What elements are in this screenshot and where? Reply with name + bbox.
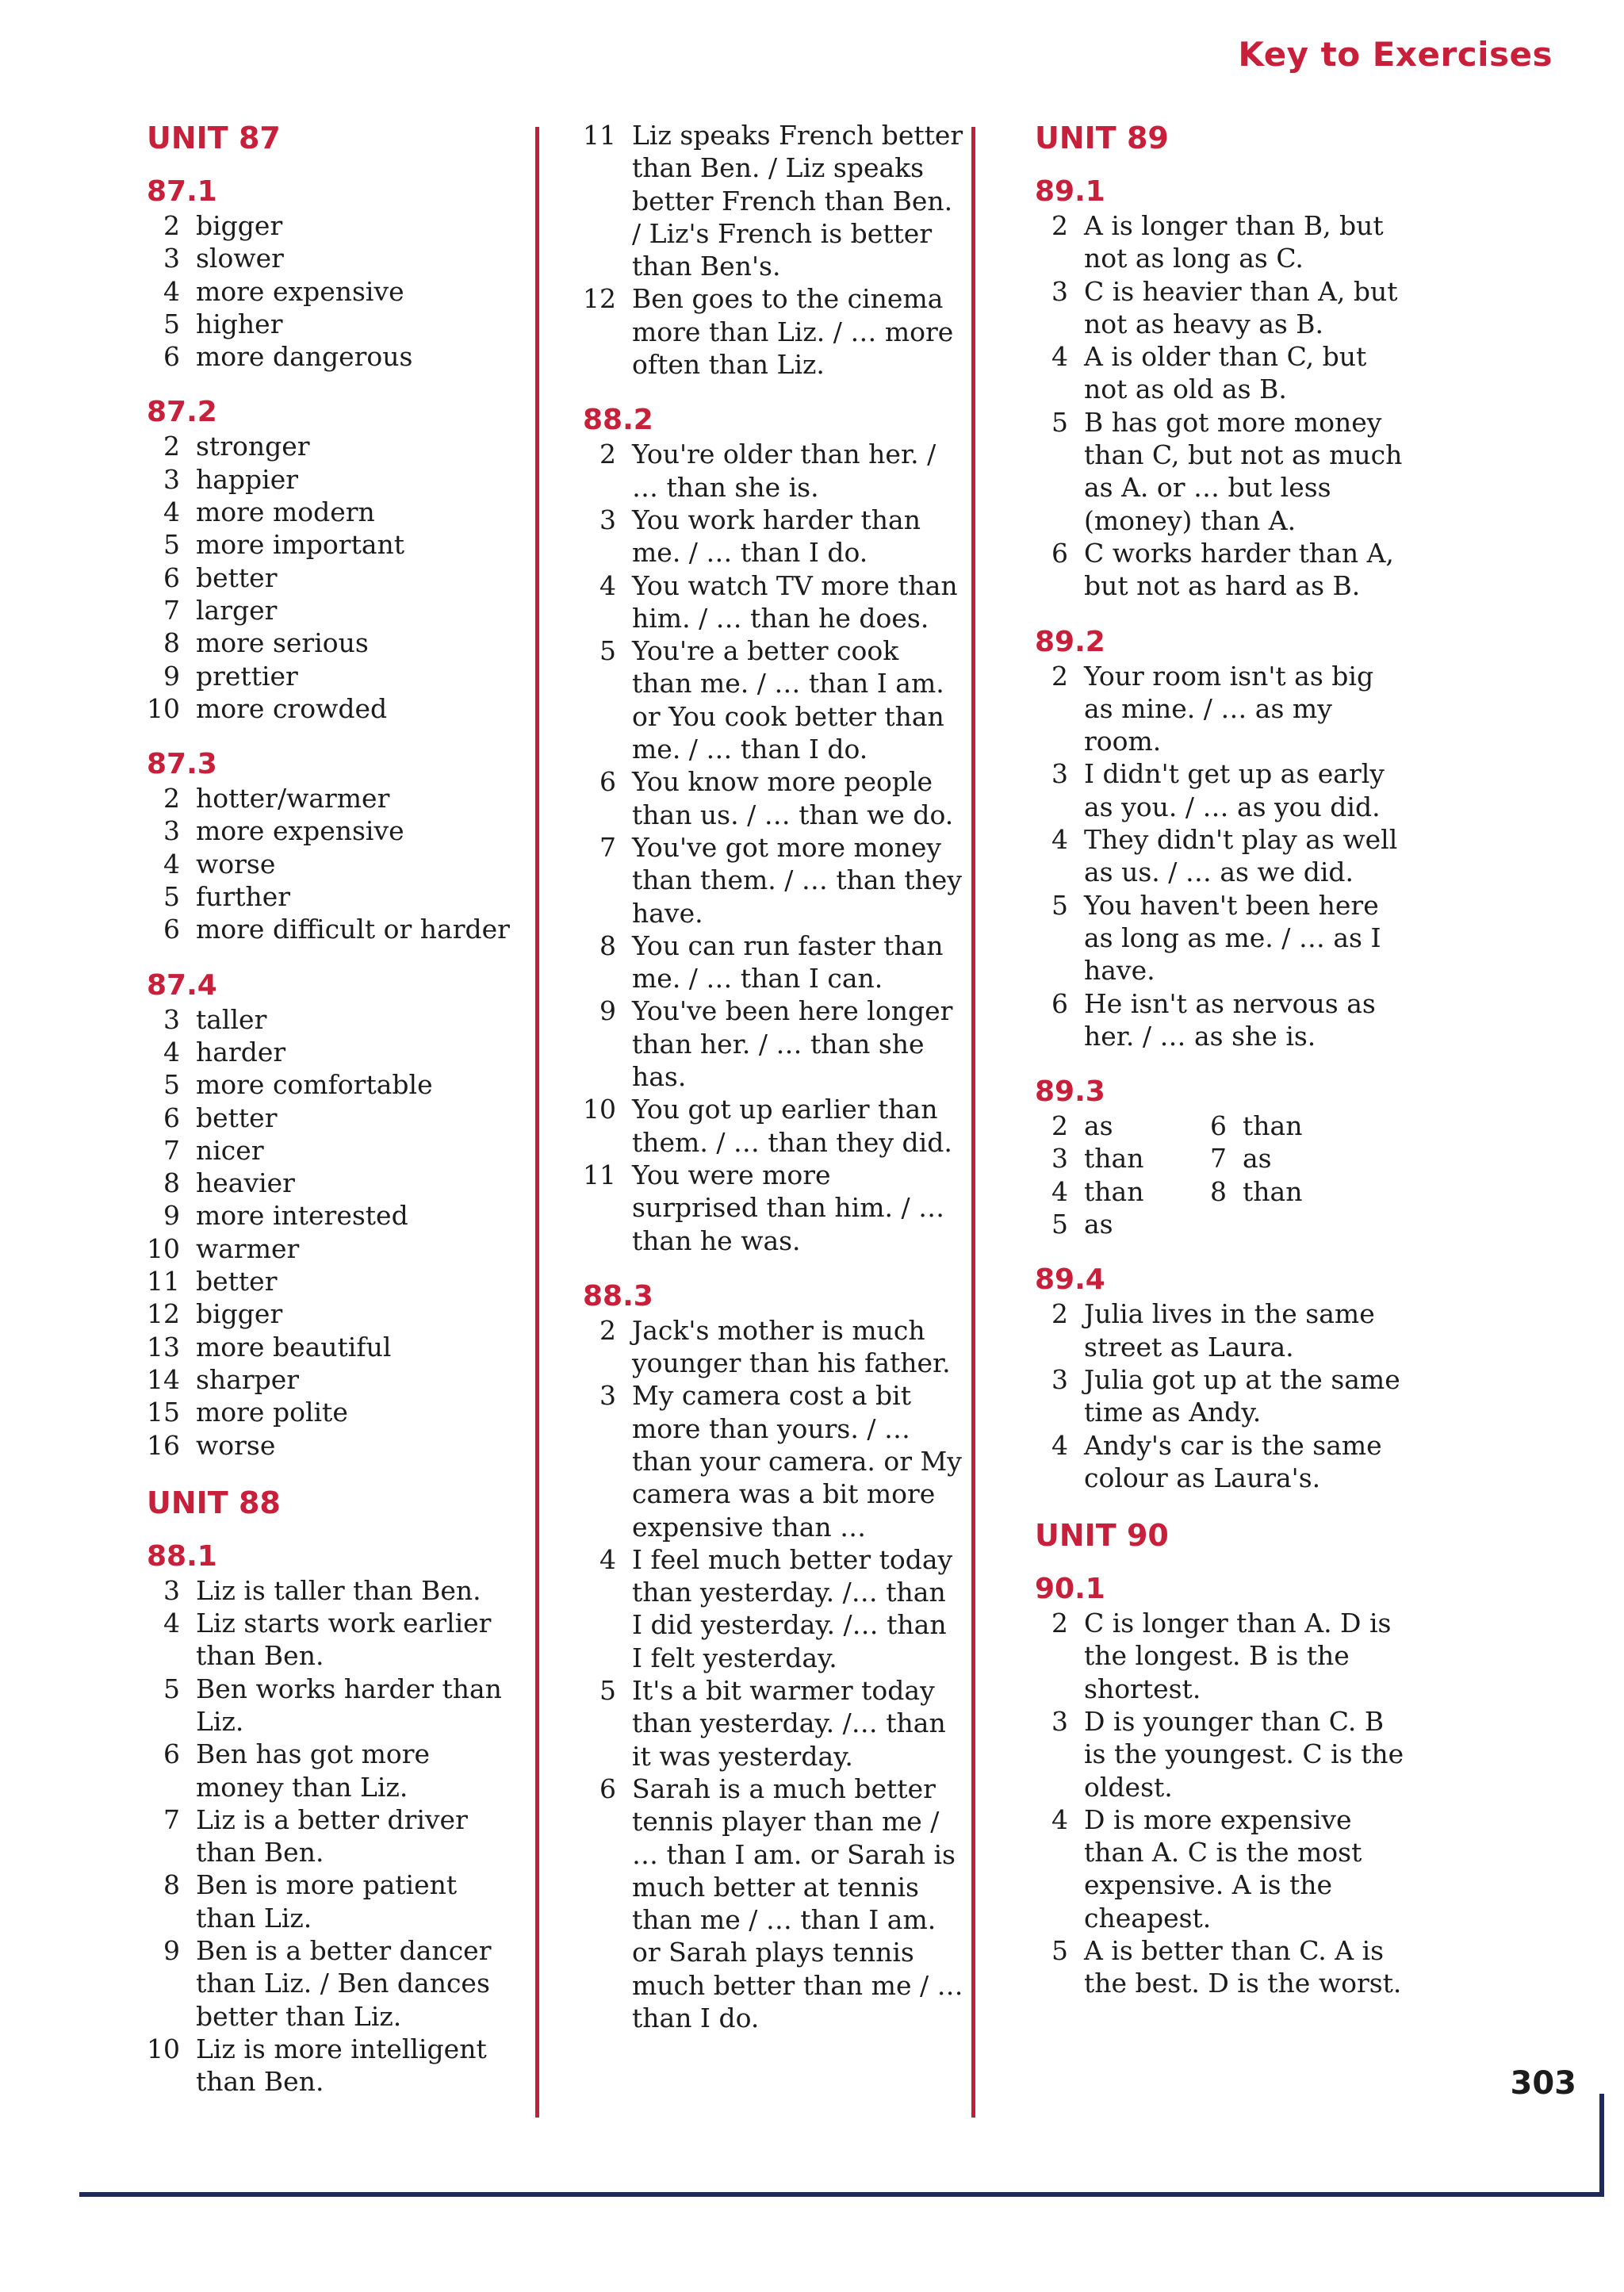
column-2 xyxy=(567,119,963,2056)
answer-number: 5 xyxy=(163,1673,180,1704)
answer-text: They didn't play as well as us. / … as we did. xyxy=(1084,824,1398,888)
answer-text: worse xyxy=(196,1429,276,1461)
answer-text: Sarah is a much better tennis player than me / … than I am. or Sarah is much better at tennis than me / … than I am. or Sarah plays tennis much better than me / … than I do. xyxy=(632,1773,963,2034)
answer-number: 2 xyxy=(1051,660,1068,692)
answer-list xyxy=(131,1574,519,2098)
column-3 xyxy=(1019,119,1408,2022)
answer-item xyxy=(131,275,519,308)
answer-item xyxy=(131,562,519,594)
exercise-number: 89.2 xyxy=(1035,625,1105,658)
answer-text: than xyxy=(1243,1110,1303,1142)
answer-item xyxy=(131,1738,519,1803)
answer-number: 3 xyxy=(599,1380,616,1412)
answer-number: 8 xyxy=(163,1167,180,1199)
answer-text: larger xyxy=(196,594,278,626)
answer-item xyxy=(131,660,519,692)
answer-text: better xyxy=(196,562,278,593)
answer-text: Ben has got more money than Liz. xyxy=(196,1738,431,1803)
answer-text: stronger xyxy=(196,431,310,462)
answer-item xyxy=(1019,757,1408,823)
exercise-section xyxy=(131,1539,519,2098)
answer-number: 3 xyxy=(163,463,180,495)
answer-item xyxy=(131,913,519,945)
answer-item xyxy=(131,1265,519,1297)
exercise-number: 89.4 xyxy=(1035,1263,1105,1297)
answer-item xyxy=(131,1068,519,1101)
answer-number: 15 xyxy=(147,1397,180,1428)
answer-item xyxy=(131,1363,519,1396)
answer-text: as xyxy=(1243,1143,1272,1175)
unit-heading: UNIT 89 xyxy=(1035,121,1169,155)
exercise-section xyxy=(1019,174,1408,603)
answer-text: Ben goes to the cinema more than Liz. / … more often than Liz. xyxy=(632,283,954,381)
answer-item xyxy=(131,1429,519,1462)
answer-text: Liz is taller than Ben. xyxy=(196,1574,481,1606)
answer-number: 7 xyxy=(163,594,180,626)
answer-text: more beautiful xyxy=(196,1331,392,1363)
answer-text: You watch TV more than him. / … than he does. xyxy=(632,569,958,634)
answer-text: more comfortable xyxy=(196,1069,433,1101)
answer-text: warmer xyxy=(196,1232,300,1264)
answer-item xyxy=(131,528,519,561)
exercise-section xyxy=(131,395,519,725)
answer-item xyxy=(131,308,519,340)
answer-text: Julia lives in the same street as Laura. xyxy=(1084,1298,1375,1363)
answer-number: 5 xyxy=(163,881,180,913)
answer-text: as xyxy=(1084,1209,1113,1240)
answer-text: You're a better cook than me. / … than I am. or You cook better than me. / … than I do. xyxy=(632,635,944,765)
answer-number: 4 xyxy=(1051,824,1068,856)
answer-number: 6 xyxy=(163,914,180,945)
exercise-section xyxy=(567,119,963,381)
answer-text: You work harder than me. / … than I do. xyxy=(632,504,921,569)
answer-text: You got up earlier than them. / … than they did. xyxy=(632,1094,952,1158)
unit-heading: UNIT 88 xyxy=(147,1485,281,1520)
answer-item xyxy=(567,831,963,929)
answer-item xyxy=(131,627,519,659)
answer-item xyxy=(131,209,519,242)
answer-list xyxy=(1019,209,1408,603)
answer-item xyxy=(131,340,519,373)
answer-number: 13 xyxy=(147,1331,180,1363)
answer-number: 2 xyxy=(163,210,180,241)
answer-item xyxy=(567,1674,963,1773)
answer-item xyxy=(131,1574,519,1607)
answer-number: 6 xyxy=(599,766,616,798)
answer-item xyxy=(131,242,519,274)
answer-text: Ben is a better dancer than Liz. / Ben dances better than Liz. xyxy=(196,1935,492,2032)
answer-text: You were more surprised than him. / … than he was. xyxy=(632,1159,945,1256)
answer-item xyxy=(131,814,519,847)
answer-item xyxy=(1019,889,1408,987)
answer-number: 14 xyxy=(147,1363,180,1395)
answer-number: 3 xyxy=(163,243,180,274)
answer-item xyxy=(1019,537,1408,603)
exercise-section xyxy=(1019,1075,1408,1240)
answer-text: You've been here longer than her. / … than she has. xyxy=(632,995,953,1093)
answer-number: 5 xyxy=(163,308,180,339)
answer-number: 6 xyxy=(163,341,180,373)
answer-item xyxy=(567,929,963,995)
answer-number: 5 xyxy=(599,1675,616,1707)
exercise-section xyxy=(131,174,519,373)
answer-text: A is better than C. A is the best. D is the worst. xyxy=(1084,1935,1402,1999)
answer-list xyxy=(1019,1297,1408,1494)
answer-item xyxy=(567,1379,963,1543)
answer-number: 7 xyxy=(163,1134,180,1166)
answer-number: 3 xyxy=(163,1574,180,1606)
answer-text: higher xyxy=(196,308,283,339)
answer-text: more interested xyxy=(196,1200,408,1232)
answer-text: more modern xyxy=(196,496,375,528)
answer-number: 3 xyxy=(163,1003,180,1035)
answer-number: 6 xyxy=(163,562,180,593)
answer-number: 2 xyxy=(1051,210,1068,241)
answer-text: worse xyxy=(196,848,276,880)
answer-text: You know more people than us. / … than we do. xyxy=(632,766,954,830)
answer-number: 9 xyxy=(163,1935,180,1967)
answer-text: Liz is a better driver than Ben. xyxy=(196,1803,468,1868)
answer-text: Liz starts work earlier than Ben. xyxy=(196,1608,492,1672)
answer-number: 2 xyxy=(599,1314,616,1346)
page-header: Key to Exercises xyxy=(1238,35,1553,74)
answer-number: 4 xyxy=(599,569,616,601)
answer-list xyxy=(131,1003,519,1462)
answer-number: 6 xyxy=(1051,537,1068,569)
answer-item xyxy=(1019,1607,1408,1705)
answer-number: 6 xyxy=(163,1738,180,1770)
answer-number: 5 xyxy=(1051,1209,1068,1240)
answer-number: 5 xyxy=(163,1069,180,1101)
answer-item xyxy=(1019,1705,1408,1803)
exercise-number: 87.4 xyxy=(147,968,217,1002)
answer-number: 7 xyxy=(163,1803,180,1835)
answer-number: 11 xyxy=(583,1159,616,1190)
answer-item xyxy=(1178,1110,1336,1142)
answer-text: B has got more money than C, but not as much as A. or … but less (money) than A. xyxy=(1084,406,1403,536)
answer-item xyxy=(131,1232,519,1265)
answer-item xyxy=(131,1297,519,1330)
exercise-number: 87.3 xyxy=(147,748,217,781)
answer-number: 3 xyxy=(1051,275,1068,307)
answer-number: 11 xyxy=(147,1266,180,1297)
answer-item xyxy=(1019,406,1408,537)
answer-text: prettier xyxy=(196,660,298,692)
answer-item xyxy=(1019,275,1408,341)
answer-text: A is older than C, but not as old as B. xyxy=(1084,341,1367,405)
answer-item xyxy=(131,1167,519,1199)
answer-text: better xyxy=(196,1266,278,1297)
answer-text: Jack's mother is much younger than his father. xyxy=(632,1314,951,1379)
answer-number: 4 xyxy=(1051,1803,1068,1835)
answer-text: taller xyxy=(196,1003,267,1035)
answer-number: 6 xyxy=(599,1773,616,1804)
answer-text: more difficult or harder xyxy=(196,914,510,945)
answer-item xyxy=(131,1134,519,1167)
answer-item xyxy=(131,1607,519,1673)
answer-text: heavier xyxy=(196,1167,295,1199)
answer-number: 12 xyxy=(147,1298,180,1330)
answer-text: more important xyxy=(196,529,405,561)
answer-text: bigger xyxy=(196,1298,283,1330)
answer-text: C is heavier than A, but not as heavy as B. xyxy=(1084,275,1398,339)
answer-text: more expensive xyxy=(196,275,404,307)
answer-item xyxy=(567,1773,963,2034)
answer-item xyxy=(131,1673,519,1738)
unit-heading: UNIT 90 xyxy=(1035,1518,1169,1554)
answer-text: Liz is more intelligent than Ben. xyxy=(196,2033,487,2098)
answer-item xyxy=(1019,1429,1408,1495)
answer-item xyxy=(131,848,519,880)
answer-number: 3 xyxy=(1051,1705,1068,1737)
answer-item xyxy=(1019,1110,1178,1142)
answer-number: 9 xyxy=(599,995,616,1027)
answer-number: 9 xyxy=(163,660,180,692)
answer-text: hotter/warmer xyxy=(196,783,390,814)
answer-item xyxy=(567,569,963,635)
answer-number: 4 xyxy=(163,848,180,880)
answer-item xyxy=(131,782,519,814)
exercise-number: 89.3 xyxy=(1035,1075,1105,1109)
answer-number: 4 xyxy=(599,1543,616,1575)
answer-number: 9 xyxy=(163,1200,180,1232)
answer-number: 6 xyxy=(1210,1110,1227,1142)
column-1 xyxy=(131,119,519,2121)
answer-item xyxy=(1019,987,1408,1053)
answer-item xyxy=(131,1036,519,1068)
answer-text: You can run faster than me. / … than I can. xyxy=(632,929,944,995)
answer-text: happier xyxy=(196,463,299,495)
answer-list xyxy=(131,209,519,373)
answer-text: Liz speaks French better than Ben. / Liz speaks better French than Ben. / Liz's French is better than Ben's. xyxy=(632,120,963,282)
answer-text: I didn't get up as early as you. / … as you did. xyxy=(1084,758,1385,822)
answer-item xyxy=(1019,823,1408,889)
answer-list xyxy=(1019,660,1408,1053)
exercise-section xyxy=(1019,1572,1408,2000)
answer-item xyxy=(131,880,519,913)
answer-item xyxy=(131,1803,519,1869)
answer-number: 11 xyxy=(583,120,616,151)
answer-number: 2 xyxy=(163,783,180,814)
answer-number: 2 xyxy=(599,439,616,470)
answer-list xyxy=(131,782,519,945)
exercise-number: 88.2 xyxy=(583,404,653,437)
answer-text: bigger xyxy=(196,210,283,241)
exercise-section xyxy=(131,968,519,1462)
answer-number: 8 xyxy=(163,627,180,659)
answer-text: more crowded xyxy=(196,692,388,724)
answer-item xyxy=(1019,1934,1408,2000)
answer-text: than xyxy=(1084,1143,1144,1175)
exercise-number: 90.1 xyxy=(1035,1573,1105,1606)
answer-item xyxy=(1178,1175,1336,1208)
exercise-section xyxy=(131,747,519,945)
answer-item xyxy=(131,1199,519,1232)
exercise-section xyxy=(567,1279,963,2035)
answer-text: Ben is more patient than Liz. xyxy=(196,1869,458,1934)
answer-number: 6 xyxy=(1051,987,1068,1019)
answer-list xyxy=(1019,1607,1408,2000)
answer-text: Ben works harder than Liz. xyxy=(196,1673,502,1737)
answer-list xyxy=(1019,1110,1408,1240)
answer-number: 6 xyxy=(163,1102,180,1133)
answer-text: slower xyxy=(196,243,284,274)
answer-text: C works harder than A, but not as hard as B. xyxy=(1084,537,1394,602)
answer-number: 2 xyxy=(1051,1608,1068,1639)
footer-rule xyxy=(79,2192,1604,2197)
answer-item xyxy=(131,496,519,528)
exercise-number: 88.3 xyxy=(583,1279,653,1313)
answer-item xyxy=(567,1314,963,1380)
answer-text: than xyxy=(1243,1175,1303,1207)
answer-number: 4 xyxy=(163,1036,180,1067)
answer-list xyxy=(131,430,519,725)
answer-number: 10 xyxy=(147,1232,180,1264)
answer-text: You haven't been here as long as me. / … as I have. xyxy=(1084,889,1381,987)
answer-item xyxy=(567,119,963,282)
answer-item xyxy=(1019,209,1408,275)
answer-number: 5 xyxy=(599,635,616,667)
answer-item xyxy=(1019,660,1408,758)
answer-text: more dangerous xyxy=(196,341,413,373)
answer-text: Your room isn't as big as mine. / … as my room. xyxy=(1084,660,1374,757)
answer-item xyxy=(131,1102,519,1134)
page-number: 303 xyxy=(1510,2065,1576,2102)
answer-item xyxy=(567,282,963,381)
answer-text: You've got more money than them. / … than they have. xyxy=(632,831,962,929)
answer-item xyxy=(1019,1363,1408,1429)
answer-item xyxy=(567,1093,963,1159)
exercise-section xyxy=(1019,625,1408,1053)
answer-number: 4 xyxy=(163,1608,180,1639)
answer-number: 4 xyxy=(1051,1429,1068,1461)
answer-item xyxy=(131,594,519,627)
answer-number: 5 xyxy=(1051,889,1068,921)
answer-item xyxy=(567,1543,963,1674)
answer-number: 4 xyxy=(1051,1175,1068,1207)
answer-number: 7 xyxy=(1210,1143,1227,1175)
answer-item xyxy=(131,692,519,725)
answer-item xyxy=(1019,1803,1408,1934)
answer-item xyxy=(131,1331,519,1363)
answer-text: D is younger than C. B is the youngest. C is the oldest. xyxy=(1084,1705,1404,1803)
answer-number: 10 xyxy=(147,692,180,724)
answer-number: 5 xyxy=(1051,406,1068,438)
answer-item xyxy=(567,634,963,765)
answer-item xyxy=(567,995,963,1093)
answer-text: D is more expensive than A. C is the most expensive. A is the cheapest. xyxy=(1084,1803,1362,1934)
answer-number: 8 xyxy=(1210,1175,1227,1207)
answer-text: as xyxy=(1084,1110,1113,1142)
answer-item xyxy=(1019,1175,1178,1208)
answer-text: than xyxy=(1084,1175,1144,1207)
answer-item xyxy=(131,1934,519,2033)
answer-number: 5 xyxy=(163,529,180,561)
answer-number: 2 xyxy=(163,431,180,462)
answer-item xyxy=(1019,1208,1178,1240)
answer-item xyxy=(567,1159,963,1257)
answer-number: 4 xyxy=(163,496,180,528)
answer-item xyxy=(131,430,519,462)
answer-number: 8 xyxy=(599,929,616,961)
answer-list xyxy=(567,438,963,1256)
answer-list xyxy=(567,1314,963,2035)
answer-number: 2 xyxy=(1051,1298,1068,1330)
answer-number: 10 xyxy=(583,1094,616,1125)
answer-number: 2 xyxy=(1051,1110,1068,1142)
answer-number: 4 xyxy=(163,275,180,307)
answer-text: nicer xyxy=(196,1134,264,1166)
answer-item xyxy=(131,1396,519,1428)
answer-text: harder xyxy=(196,1036,286,1067)
answer-number: 3 xyxy=(1051,1143,1068,1175)
exercise-section xyxy=(567,403,963,1256)
answer-text: It's a bit warmer today than yesterday. /… than it was yesterday. xyxy=(632,1675,946,1772)
answer-number: 3 xyxy=(163,815,180,847)
answer-item xyxy=(131,463,519,496)
unit-heading: UNIT 87 xyxy=(147,121,281,155)
answer-number: 5 xyxy=(1051,1935,1068,1967)
answer-item xyxy=(131,1868,519,1934)
answer-text: I feel much better today than yesterday. /… than I did yesterday. /… than I felt yesterday. xyxy=(632,1543,953,1673)
answer-number: 3 xyxy=(1051,758,1068,790)
answer-text: more polite xyxy=(196,1397,348,1428)
exercise-number: 87.2 xyxy=(147,396,217,429)
answer-text: Andy's car is the same colour as Laura's. xyxy=(1084,1429,1382,1493)
answer-item xyxy=(1019,1142,1178,1175)
answer-text: You're older than her. / … than she is. xyxy=(632,439,936,503)
answer-text: more expensive xyxy=(196,815,404,847)
answer-text: A is longer than B, but not as long as C. xyxy=(1084,210,1384,274)
answer-text: more serious xyxy=(196,627,369,659)
exercise-number: 89.1 xyxy=(1035,175,1105,208)
answer-item xyxy=(131,1003,519,1036)
answer-text: C is longer than A. D is the longest. B is the shortest. xyxy=(1084,1608,1392,1704)
answer-number: 12 xyxy=(583,283,616,315)
column-divider xyxy=(971,127,975,2118)
exercise-number: 88.1 xyxy=(147,1539,217,1573)
answer-number: 7 xyxy=(599,831,616,863)
answer-number: 3 xyxy=(1051,1363,1068,1395)
answer-text: further xyxy=(196,881,291,913)
answer-text: My camera cost a bit more than yours. / … than your camera. or My camera was a bit more expensive than … xyxy=(632,1380,962,1543)
answer-item xyxy=(1178,1142,1336,1175)
answer-number: 3 xyxy=(599,504,616,535)
column-divider xyxy=(535,127,539,2118)
answer-text: better xyxy=(196,1102,278,1133)
exercise-section xyxy=(1019,1263,1408,1494)
answer-number: 8 xyxy=(163,1869,180,1901)
answer-text: He isn't as nervous as her. / … as she is. xyxy=(1084,987,1376,1052)
answer-item xyxy=(567,765,963,831)
answer-number: 4 xyxy=(1051,341,1068,373)
answer-item xyxy=(567,504,963,569)
answer-item xyxy=(1019,340,1408,406)
exercise-number: 87.1 xyxy=(147,175,217,208)
answer-text: Julia got up at the same time as Andy. xyxy=(1084,1363,1400,1428)
answer-number: 10 xyxy=(147,2033,180,2064)
answer-item xyxy=(131,2033,519,2098)
answer-item xyxy=(1019,1297,1408,1363)
answer-text: sharper xyxy=(196,1363,300,1395)
answer-item xyxy=(567,438,963,504)
answer-number: 16 xyxy=(147,1429,180,1461)
footer-side-rule xyxy=(1599,2094,1604,2197)
answer-list xyxy=(567,119,963,381)
